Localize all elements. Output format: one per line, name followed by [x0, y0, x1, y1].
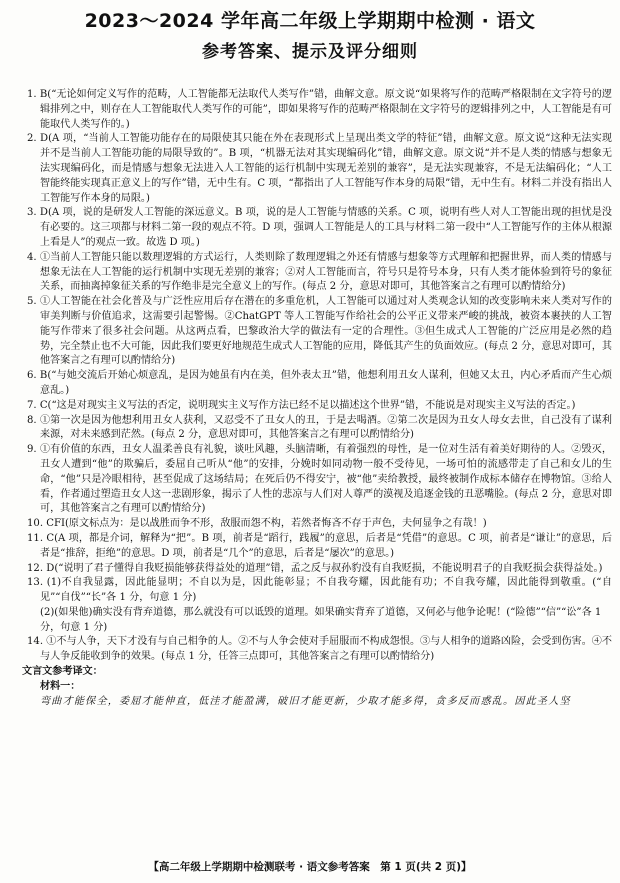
page-subtitle: 参考答案、提示及评分细则	[202, 42, 418, 62]
answer-8: 8. ①第一次是因为他想利用丑女人获利，又忍受不了丑女人的丑，于是去喝酒。②第二次是因为丑女人母女去世，自己没有了谋利来源，对未来感到茫然。(每点 2 分，意思对即可，其他答案言之有理可以酌情给分)	[27, 414, 612, 441]
translation-text: 弯曲才能保全，委屈才能伸直，低洼才能盈满，破旧才能更新，少取才能多得，贪多反而惑乱。因此圣人坚	[40, 695, 571, 707]
answer-3: 3. D(A 项，说的是研发人工智能的深远意义。B 项，说的是人工智能与情感的关系。C 项，说明有些人对人工智能出现的担忧是没有必要的。这三项都与材料二第一段的观点不符。D 项，强调人工智能是人的工具与材料二第一段中“人工智能写作的主体从根源上看是人”的观点一致。故选 D 项。)	[27, 207, 612, 248]
answer-11: 11. C(A 项，都是介词，解释为“把”。B 项，前者是“蹈行，践履”的意思，后者是“凭借”的意思。C 项，前者是“谦让”的意思，后者是“推辞，拒绝”的意思。D 项，前者是“几个”的意思，后者是“屡次”的意思。)	[27, 532, 612, 559]
answer-14: 14. ①不与人争，天下才没有与自己相争的人。②不与人争会使对手屈服而不构成怨恨。③与人相争的道路凶险，会受到伤害。④不与人争反能收到争的效果。(每点 1 分，任答三点即可，其他答案言之有理可以酌情给分)	[27, 636, 612, 663]
answer-10: 10. CFI(原文标点为：是以战胜而争不形，敌服而怨不构，若然者悔吝不存于声色，夫何显争之有哉！)	[27, 518, 487, 530]
answer-9: 9. ①有价值的东西，丑女人温柔善良有礼貌，谈吐风趣，头脑清晰，有着强烈的母性，是一位对生活有着美好期待的人。②毁灭，丑女人遭到“他”的欺骗后，委屈自己听从“他”的安排，分娩时如同动物一般不受待见，一场可怕的流感带走了自己和女儿的生命，“他”只是冷眼相待，甚至促成了这场结局；在死后仍不得安宁，被“他”卖给教授，最终被制作成标本储存在博物馆。③给人看，作者通过塑造丑女人这一悲剧形象，揭示了人性的悲凉与人们对人尊严的漠视及追逐金钱的丑恶嘴脸。(每点 2 分，意思对即可，其他答案言之有理可以酌情给分)	[27, 444, 612, 515]
answer-6: 6. B(“与她交流后开始心烦意乱，是因为她虽有内在美，但外表太丑”错，他想利用丑女人谋利，但她又太丑，内心矛盾而产生心烦意乱。)	[27, 370, 612, 396]
page-footer: 【高二年级上学期期中检测联考 · 语文参考答案 第 1 页(共 2 页)】	[148, 861, 472, 873]
answer-1: 1. B(“无论如何定义写作的范畴，人工智能都无法取代人类写作”错，曲解文意。原文说“如果将写作的范畴严格限制在文字符号的逻辑排列之中，则存在人工智能取代人类写作的可能”，即如果将写作的范畴严格限制在文字符号的逻辑排列之中，人工智能是有可能取代人类写作的。)	[27, 89, 612, 130]
answer-13-1: 13. (1)不自我显露，因此能显明；不自以为是，因此能彰显；不自我夸耀，因此能有功；不自我夸耀，因此能得到敬重。(“自见”“自伐”“长”各 1 分，句意 1 分)	[27, 577, 612, 604]
answer-list	[22, 88, 612, 709]
material-label: 材料一：	[40, 680, 81, 692]
page-title: 2023～2024 学年高二年级上学期期中检测 · 语文	[84, 10, 536, 32]
answer-2: 2. D(A 项，“当前人工智能功能存在的局限使其只能在外在表现形式上呈现出类文学的特征”错，曲解文意。原文说“这种无法实现并不是当前人工智能功能的局限导致的”。B 项，“机器无法对其实现编码化”错，曲解文意。原文说“并不是人类的情感与想象无法实现编码化，而是情感与想象无法进入人工智能的运行机制中实现无差别的兼容”，是无法实现兼容，不是无法编码化；“人工智能终能实现真正意义上的写作”错，无中生有。C 项，“都指出了人工智能写作本身的局限”错，无中生有。材料二并没有指出人工智能写作本身的局限。)	[27, 133, 612, 204]
answer-4: 4. ①当前人工智能只能以数理逻辑的方式运行，人类则除了数理逻辑之外还有情感与想象等方式理解和把握世界，而人类的情感与想象无法在人工智能的运行机制中实现无差别的兼容；②对人工智能而言，符号只是符号本身，只有人类才能体验到符号的象征关系，而抽离掉象征关系的写作绝非是完全意义上的写作。(每点 2 分，意思对即可，其他答案言之有理可以酌情给分)	[27, 251, 612, 293]
answer-5: 5. ①人工智能在社会化普及与广泛性应用后存在潜在的多重危机，人工智能可以通过对人类观念认知的改变影响未来人类对写作的审美判断与价值追求，这需要引起警惕。②ChatGPT 等人工智能写作给社会的公平正义带来严峻的挑战，被资本裹挟的人工智能写作带来了很多社会问题。从这两点看，巴黎政治大学的做法有一定的合理性。③但生成式人工智能的广泛应用是必然的趋势，完全禁止也不大可能，因此我们要更好地规范生成式人工智能的应用，降低其产生的负面效应。(每点 2 分，意思对即可，其他答案言之有理可以酌情给分)	[27, 296, 612, 367]
answer-7: 7. C(“这是对现实主义写法的否定，说明现实主义写作方法已经不足以描述这个世界”错，不能说是对现实主义写法的否定。)	[27, 399, 576, 411]
answer-13-2: (2)(如果他)确实没有背弃道德，那么就没有可以诋毁的道理。如果确实背弃了道德，又何必与他争论呢！(“险德”“信”“讼”各 1 分，句意 1 分)	[40, 606, 602, 633]
answer-12: 12. D(“说明了君子懂得自我贬损能够获得益处的道理”错，孟之反与叔孙豹没有自我贬损，不能说明君子的自我贬损会获得益处。)	[27, 562, 603, 574]
translation-heading: 文言文参考译文：	[22, 666, 103, 678]
